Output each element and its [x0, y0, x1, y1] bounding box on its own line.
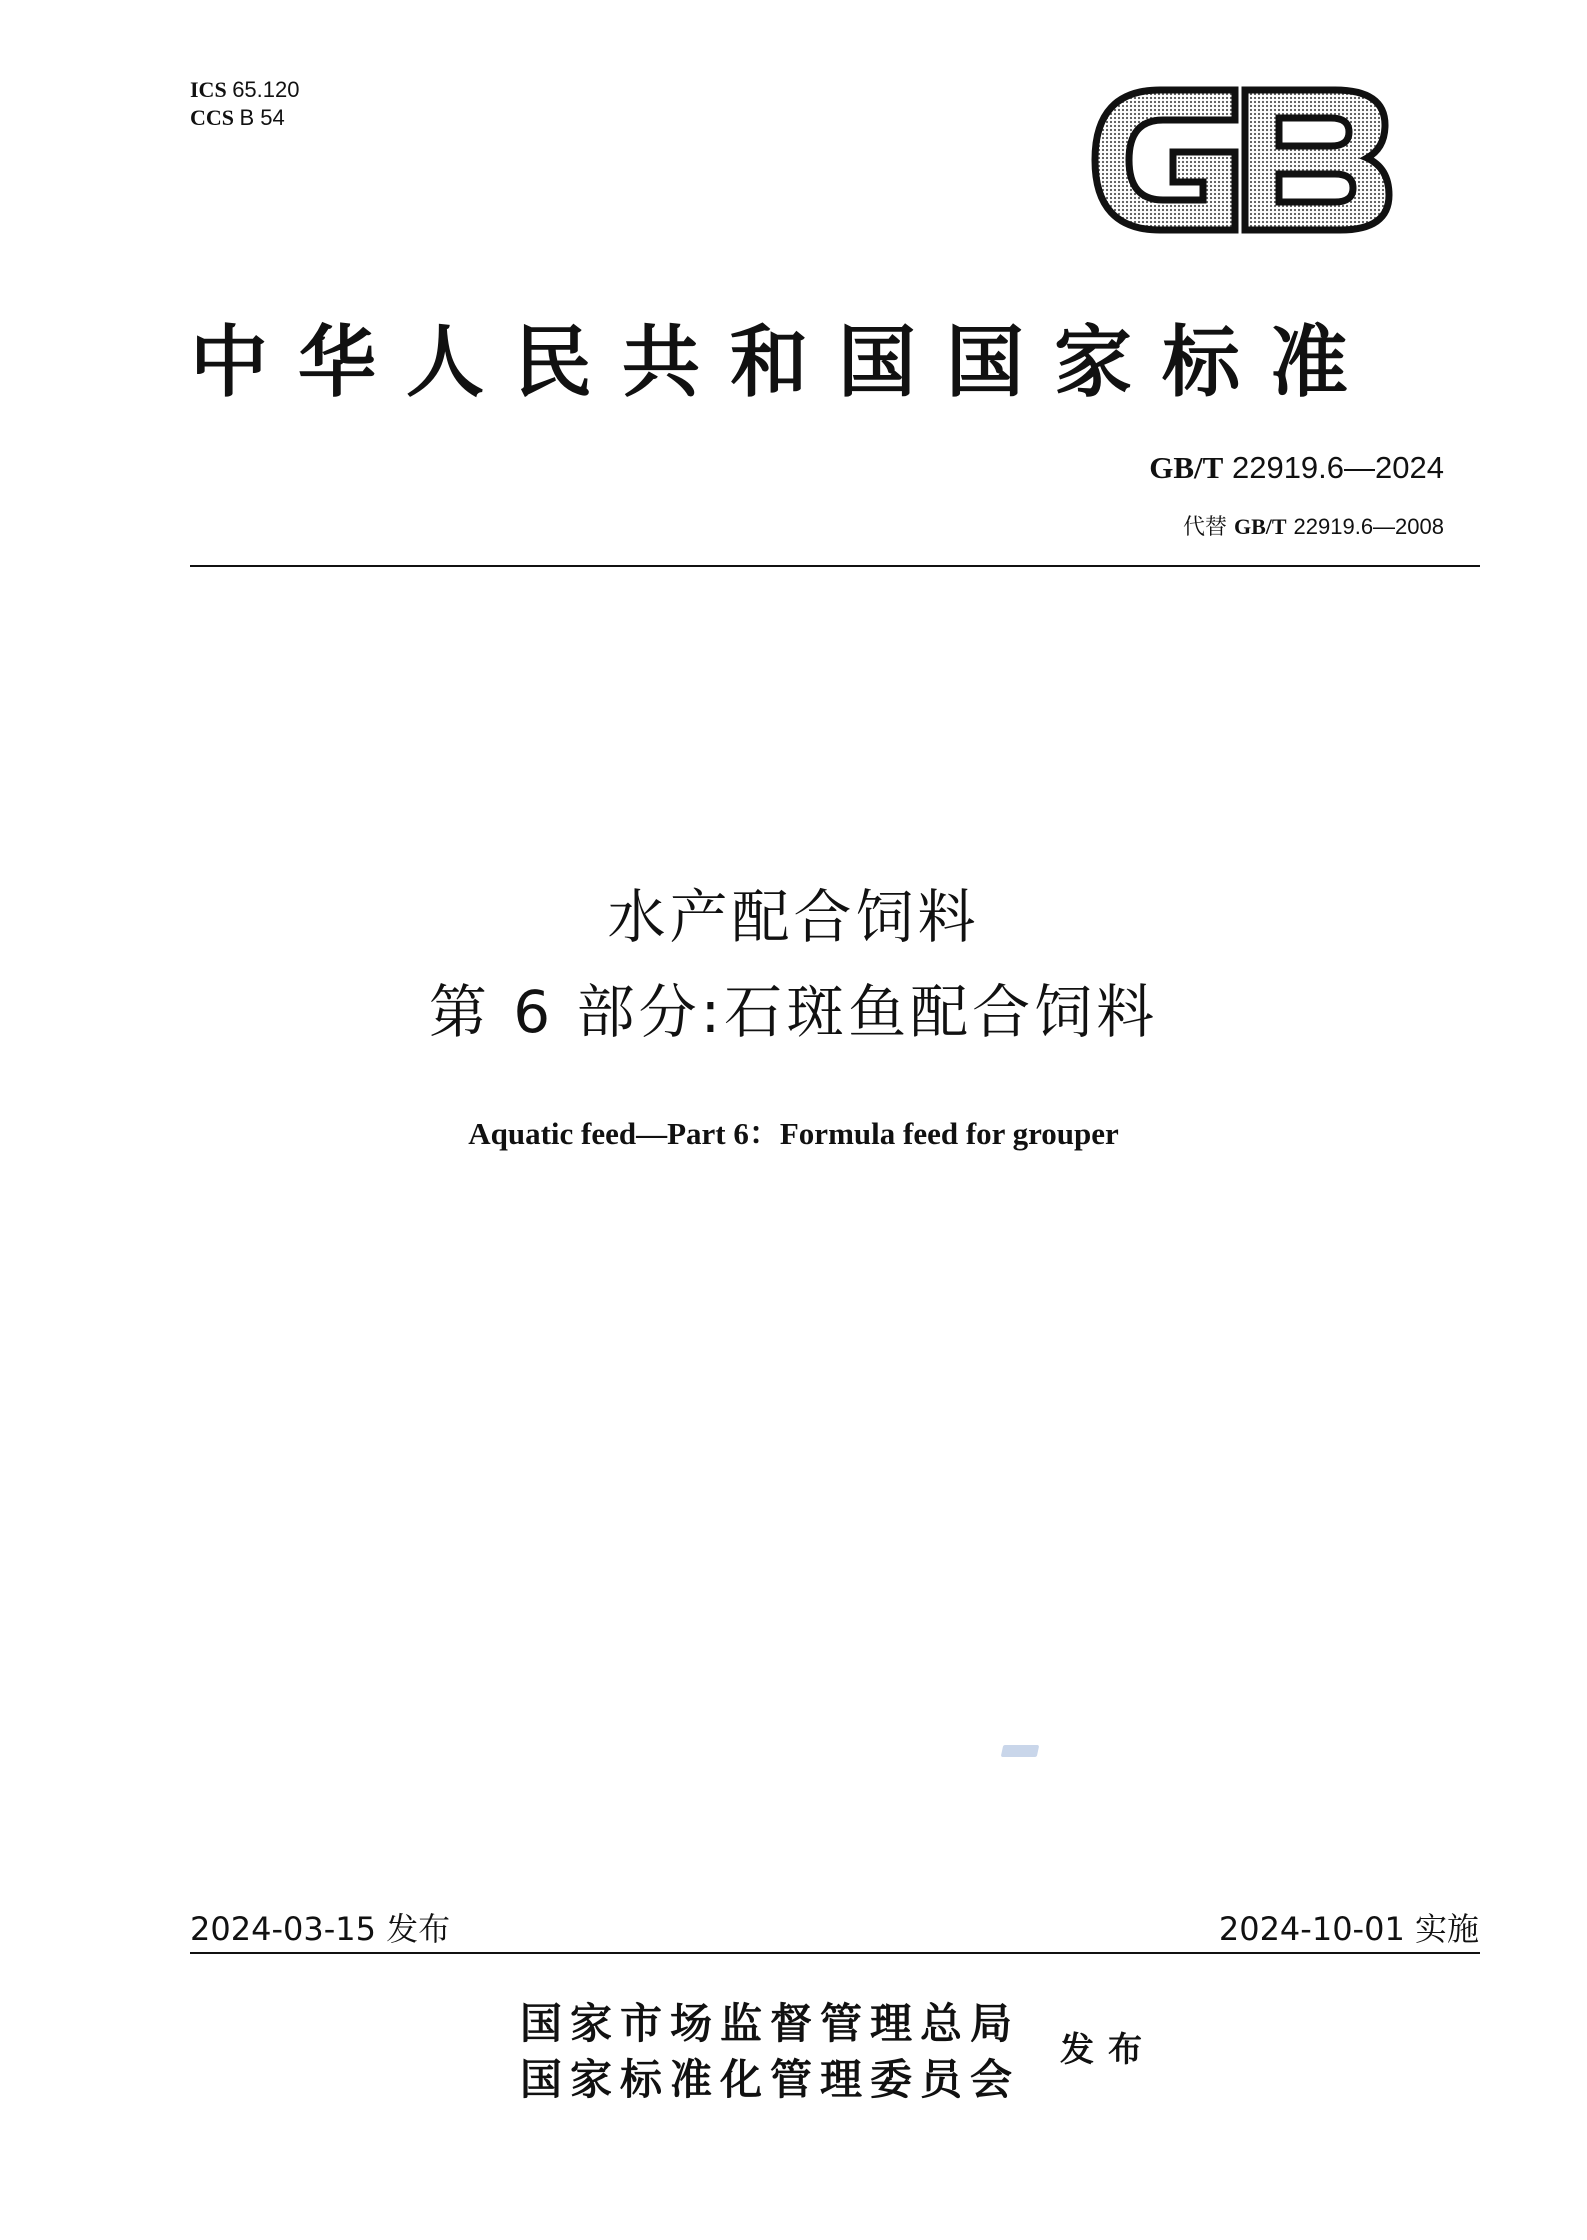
ics-code [190, 76, 299, 104]
issue-date: 2024-03-15 发布 [190, 1910, 451, 1948]
gb-logo-icon [1085, 80, 1395, 240]
top-divider [190, 565, 1480, 567]
title-line-1: 水产配合饲料 [607, 883, 980, 951]
national-standard-title: 中华人民共和国国家标准 [190, 318, 1379, 408]
standard-number [1149, 450, 1444, 486]
implementation-date: 2024-10-01 实施 [1218, 1910, 1479, 1948]
replaces-prefix: GB/T [1233, 514, 1287, 539]
publish-label: 发布 [1060, 2030, 1156, 2070]
ccs-value: B 54 [239, 105, 285, 130]
classification-codes [190, 76, 299, 132]
ccs-label: CCS [190, 105, 235, 130]
standard-prefix: GB/T [1149, 450, 1224, 485]
issuer-sac: 国家标准化管理委员会 [520, 2055, 1021, 2104]
ics-value: 65.120 [232, 77, 300, 102]
standard-number-value: 22919.6—2024 [1231, 450, 1444, 485]
ics-label: ICS [190, 77, 227, 102]
blue-mark [1001, 1745, 1040, 1757]
title-line-2: 第 6 部分:石斑鱼配合饲料 [428, 978, 1159, 1046]
bottom-divider [190, 1952, 1480, 1954]
ccs-code [190, 104, 299, 132]
replaces-label: 代替 [1182, 515, 1227, 540]
replaces-standard [1183, 510, 1444, 541]
issuer-samr: 国家市场监督管理总局 [520, 1999, 1021, 2048]
issuing-organizations [520, 1996, 1020, 2108]
english-title: Aquatic feed—Part 6：Formula feed for grouper [468, 1116, 1119, 1151]
replaces-number: 22919.6—2008 [1293, 514, 1444, 539]
